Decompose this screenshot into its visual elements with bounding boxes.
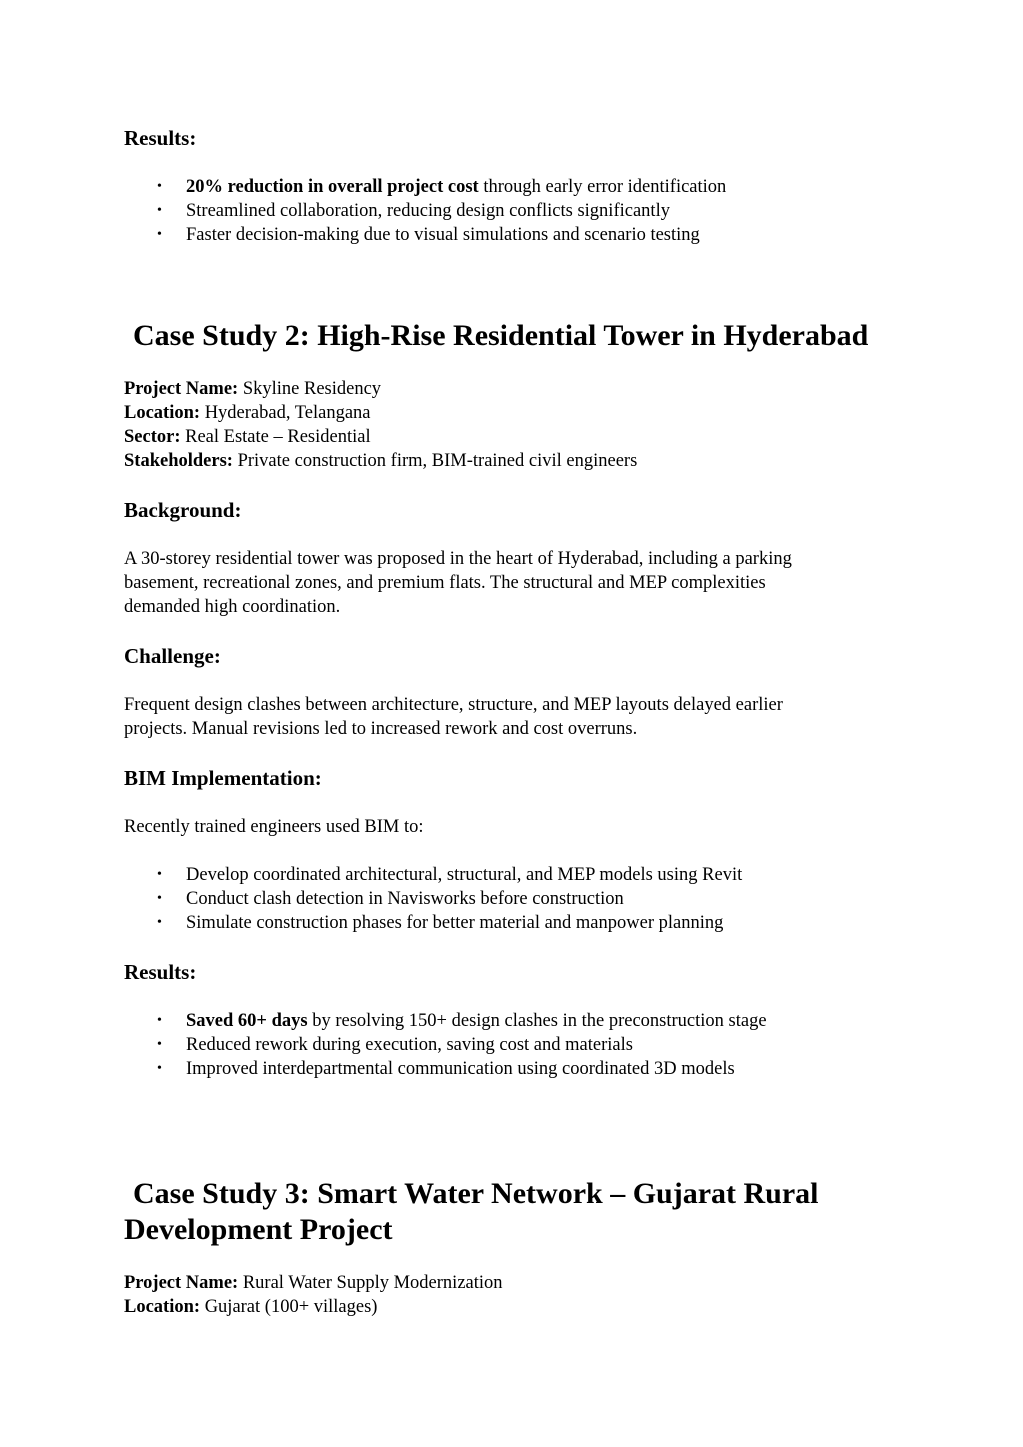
bullet-icon: • [157,1061,162,1076]
bullet-icon: • [157,915,162,930]
background-line: A 30-storey residential tower was proposed in the heart of Hyderabad, including a parking [124,549,792,569]
challenge-line: projects. Manual revisions led to increased rework and cost overruns. [124,719,638,739]
results-heading-1: Results: [124,126,197,150]
list-item: • Conduct clash detection in Navisworks before construction [157,889,624,909]
challenge-line: Frequent design clashes between architecture, structure, and MEP layouts delayed earlier [124,695,783,715]
list-item: • Saved 60+ days by resolving 150+ design clashes in the preconstruction stage [157,1011,767,1031]
bullet-icon: • [157,867,162,882]
bim-implementation-heading: BIM Implementation: [124,766,322,790]
case-study-3-title: Case Study 3: Smart Water Network – Gujarat Rural [133,1177,819,1210]
bullet-icon: • [157,179,162,194]
list-item: • Develop coordinated architectural, structural, and MEP models using Revit [157,865,743,885]
info-project-name: Project Name: Rural Water Supply Modernization [124,1273,503,1293]
list-item: • Simulate construction phases for better material and manpower planning [157,913,724,933]
info-location: Location: Hyderabad, Telangana [124,403,371,423]
list-item: • Faster decision-making due to visual simulations and scenario testing [157,225,700,245]
bullet-icon: • [157,891,162,906]
list-item: • Reduced rework during execution, saving cost and materials [157,1035,633,1055]
bullet-icon: • [157,227,162,242]
bullet-icon: • [157,1013,162,1028]
list-item: • 20% reduction in overall project cost through early error identification [157,177,727,197]
bullet-icon: • [157,1037,162,1052]
case-study-2-title: Case Study 2: High-Rise Residential Tower in Hyderabad [133,319,869,352]
case-study-3-title-cont: Development Project [124,1213,393,1246]
info-stakeholders: Stakeholders: Private construction firm, BIM-trained civil engineers [124,451,638,471]
info-sector: Sector: Real Estate – Residential [124,427,371,447]
list-item: • Streamlined collaboration, reducing design conflicts significantly [157,201,670,221]
info-project-name: Project Name: Skyline Residency [124,379,382,399]
bim-intro: Recently trained engineers used BIM to: [124,817,424,837]
results-list-1 [124,175,726,247]
background-line: demanded high coordination. [124,597,341,617]
background-heading: Background: [124,498,242,522]
results-list-2 [124,1009,767,1081]
results-heading-2: Results: [124,960,197,984]
bullet-icon: • [157,203,162,218]
bim-list [124,863,742,935]
challenge-heading: Challenge: [124,644,221,668]
background-line: basement, recreational zones, and premium flats. The structural and MEP complexities [124,573,766,593]
info-location: Location: Gujarat (100+ villages) [124,1297,378,1317]
list-item: • Improved interdepartmental communication using coordinated 3D models [157,1059,735,1079]
